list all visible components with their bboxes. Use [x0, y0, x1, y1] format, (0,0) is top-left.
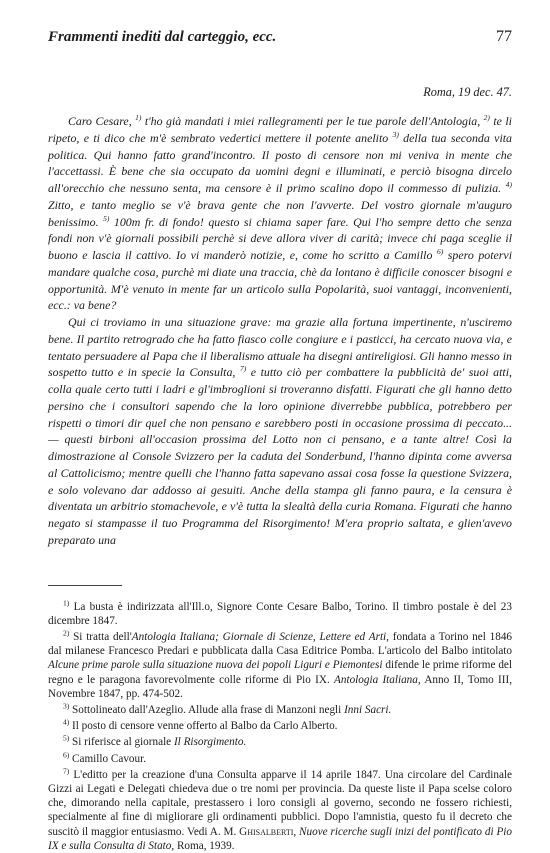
footnote-mark: 1) — [63, 597, 70, 607]
footnote-divider — [48, 585, 122, 586]
letter-text: spero potervi mandare qualche cosa, purchè mi diate una traccia, chè da lontano è difficile conoscer bisogni e opportunità. M'è venuto in mente far un articolo sulla Popolarità, suoi vantaggi, inconvenienti, ecc.: va bene? — [48, 248, 513, 313]
footnote-text: Sottolineato dall'Azeglio. Allude alla frase di Manzoni negli — [72, 703, 345, 716]
footnote-title: Inni Sacri. — [344, 703, 392, 716]
page-number: 77 — [496, 28, 512, 45]
footnote — [48, 719, 512, 733]
footnote — [48, 768, 512, 853]
footnote — [48, 703, 512, 717]
footnote-title: Alcune prime parole sulla situazione nuova dei popoli Liguri e Piemontesi — [48, 659, 383, 672]
footnote-mark: 4) — [63, 717, 70, 727]
footnotes — [48, 597, 513, 853]
footnote — [48, 597, 512, 628]
footnote-text: Il posto di censore venne offerto al Balbo da Carlo Alberto. — [72, 720, 338, 733]
letter-text: te li ripeto, e ti dico che m'è sembrato vedertici mettere il potente anelito — [48, 114, 512, 145]
footnote-title: Antologia Italiana, — [334, 673, 421, 686]
footnote — [48, 749, 512, 766]
footnote-ref: 4) — [505, 180, 512, 190]
letter-body — [48, 113, 512, 549]
footnote-ref: 2) — [483, 113, 490, 123]
footnote-text: , — [293, 825, 300, 838]
salutation: Caro Cesare, — [68, 114, 132, 128]
letter-text: della tua seconda vita politica. Qui hanno fatto grand'incontro. Il posto di censore non mi veniva in mente che l'accettassi. È bene che sia occupato da uomini degni e illuminati, e perciò bisogna dircelo all'orecchio che nessuno senta, ma censore è il primo scalino dopo il commesso di pulizia. — [48, 130, 512, 195]
letter-text: t'ho già mandati i miei rallegramenti per le tue parole dell'Antologia, — [141, 114, 481, 128]
footnote-text: La busta è indirizzata all'Ill.o, Signore Conte Cesare Balbo, Torino. Il timbro postale è del 23 dicembre 1847. — [48, 600, 512, 627]
footnote-mark: 2) — [63, 628, 70, 638]
footnote-text: Camillo Cavour. — [72, 752, 147, 765]
footnote-ref: 5) — [103, 213, 110, 223]
footnote-title: Nuove ricerche sugli inizi del pontificato di Pio IX e sulla Consulta di Stato, — [48, 825, 512, 852]
footnote-text: L'editto per la creazione d'una Consulta apparve il 14 aprile 1847. Una circolare del Cardinale Gizzi ai Legati e Delegati chiedeva due o tre nomi per provincia. Da queste liste il Papa scelse coloro che, dimorando nella capitale, prestassero i loro consigli al governo, secondo ne fossero richiesti, specialmente al fine di migliorare gli ordinamenti pubblici. Dopo l'amnistia, questo fu il decreto che suscitò il maggior entusiasmo. Vedi A. M. — [48, 768, 512, 838]
footnote-ref: 7) — [239, 364, 247, 374]
running-title: Frammenti inediti dal carteggio, ecc. — [48, 29, 277, 45]
letter-paragraph — [48, 113, 512, 314]
footnote-title: Antologia Italiana; Giornale di Scienze, Lettere ed Arti, — [131, 630, 389, 643]
letter-text: 100m fr. di fondo! questo si chiama saper fare. Qui l'ho sempre detto che senza fondi non v'è giornali possibili perchè si deve allora viver di carità; invece chi paga sceglie il buono e lascia il cattivo. Io vi manderò notizie, e, come ho scritto a Camillo — [48, 214, 512, 262]
footnote-ref: 1) — [135, 113, 142, 123]
footnote-ref: 3) — [392, 129, 399, 139]
footnote-text: difende le prime riforme del regno e le paragona favorevolmente colle riforme di Pio IX. — [48, 659, 513, 686]
letter-text: Qui ci troviamo in una situazione grave: ma grazie alla fortuna impertinente, n'usciremo bene. Il partito retrogrado che ha fatto fiasco colle congiure e i pasticci, ha cercato nuova via, e tentato persuadere al Papa che il liberalismo attuale ha disegni antireligiosi. Gli hanno messo in sospetto tutto e in specie la Consulta, — [48, 315, 512, 380]
footnote-mark: 3) — [63, 701, 70, 711]
footnote-title: Il Risorgimento. — [173, 736, 247, 749]
author-name: Ghisalberti — [239, 825, 294, 838]
footnote — [48, 630, 512, 701]
footnote — [48, 735, 512, 749]
footnote-text: Roma, 1939. — [174, 839, 235, 852]
footnote-text: Si tratta dell' — [73, 630, 132, 643]
letter-paragraph — [48, 314, 512, 549]
letter-text: Zitto, e tanto meglio se v'è brava gente che non l'avverte. Del vostro giornale m'auguro benissimo. — [48, 197, 512, 229]
footnote-text: fondata a Torino nel 1846 dal milanese Francesco Predari e pubblicata dalla Casa Editrice Pomba. L'articolo del Balbo intitolato — [48, 630, 513, 658]
footnote-text: Anno II, Tomo III, Novembre 1847, pp. 474-502. — [48, 673, 512, 700]
footnote-mark: 6) — [63, 749, 70, 759]
letter-text: e tutto ciò per combattere la pubblicità de' suoi atti, colla quale certo tutti i ladri e gl'imbroglioni si troveranno disfatti. Figurati che gli hanno detto persino che i consultori sapendo che la loro opinione diverrebbe pubblica, potrebbero per rispetti o timori dir quel che non pensano e sarebbero posti in occasione prossima di peccato... — questi birboni all'occasion prossima del Lotto non ci pensano, e a tante altre! Così la dimostrazione al Console Svizzero per la caduta del Sonderbund, l'hanno dipinta come avversa al Cattolicismo; mentre quelli che l'hanno fatta sapevano assai cosa fosse la questione Svizzera, e solo volevano dar addosso ai gesuiti. Anche della stampa gli fanno paura, e la censura è diventata un arbitrio stomachevole, e v'è tutta la slealtà della curia Romana. Figurati che hanno negato si stampasse il tuo Programma del Risorgimento! M'era proprio saltata, e glien'avevo preparato una — [48, 365, 512, 547]
running-head — [48, 28, 512, 52]
footnote-text: Si riferisce al giornale — [72, 736, 174, 749]
footnote-mark: 7) — [63, 766, 70, 775]
footnote-ref: 6) — [436, 247, 444, 257]
letter-dateline: Roma, 19 dec. 47. — [423, 85, 512, 99]
footnote-mark: 5) — [63, 733, 70, 743]
